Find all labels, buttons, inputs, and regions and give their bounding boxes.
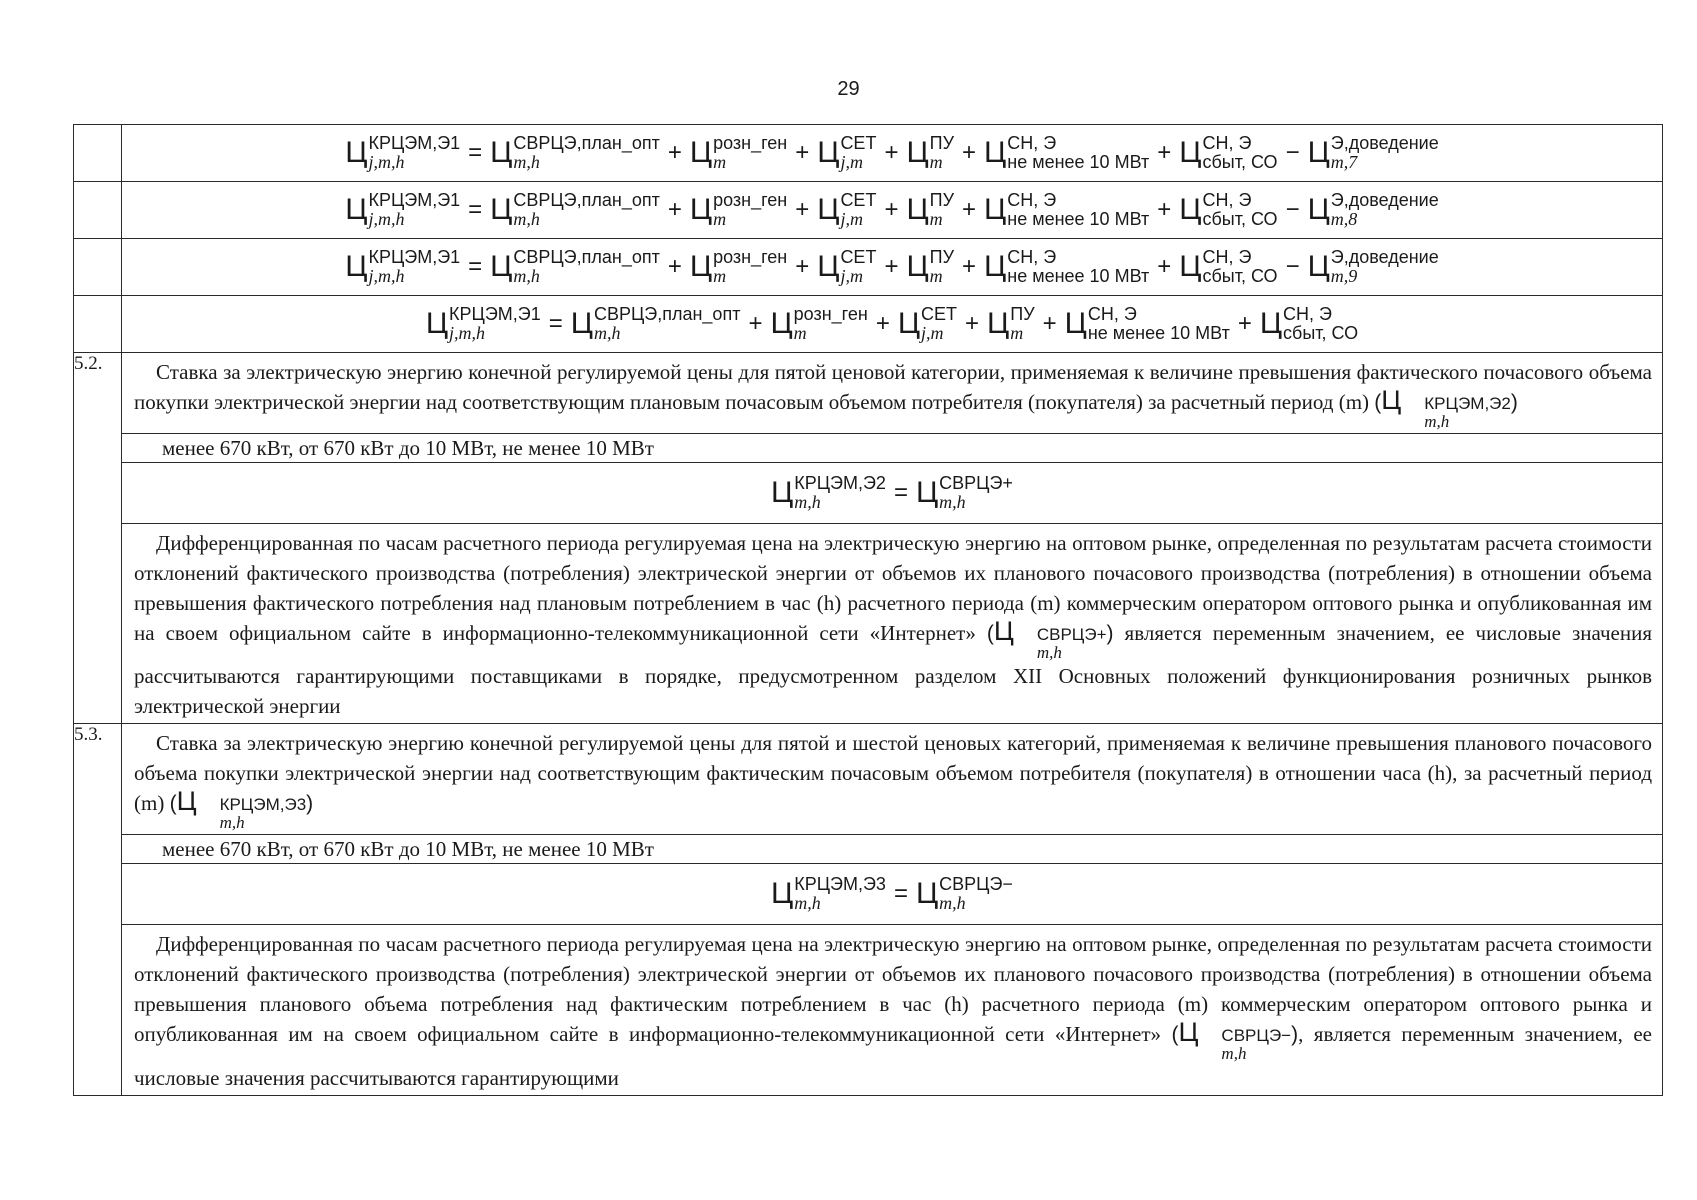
term-sn-10mw <box>984 134 1149 172</box>
sub: m,h <box>1424 411 1450 431</box>
equals-sign: = <box>468 253 483 280</box>
desc-part: Дифференцированная по часам расчетного периода регулируемая цена на электрическую энергию на оптовом рынке, определенная по результатам расчета стоимости отклонений фактического производства (потребления) электрической энергии от объемов их планового почасового производства (потребления) в отношении объема превышения планового объема потребления над фактическим потреблением в час (h) расчетного периода (m) коммерческим оператором оптового рынка и опубликованная им на своем официальном сайте в информационно-телекоммуникационной сети «Интернет» <box>134 932 1652 1047</box>
sub: сбыт, СО <box>1202 152 1278 172</box>
sub: m <box>713 209 727 229</box>
sub: j,m <box>840 266 863 286</box>
sup: КРЦЭМ,Э3 <box>219 795 307 815</box>
sup: СН, Э <box>1007 190 1057 211</box>
empty-number-cell <box>74 182 122 239</box>
price-symbol: Ц <box>1179 193 1202 226</box>
price-symbol: Ц <box>1307 250 1330 283</box>
plus-sign: + <box>965 310 980 337</box>
price-symbol: Ц <box>689 250 713 283</box>
price-symbol: Ц <box>689 136 713 169</box>
term-sn-10mw <box>984 191 1149 229</box>
price-symbol: Ц <box>771 877 794 911</box>
section-number: 5.2. <box>74 353 122 724</box>
sup: СЕТ <box>840 190 877 211</box>
formula-e3 <box>122 864 1662 924</box>
minus-sign: − <box>1285 139 1300 166</box>
inline-symbol <box>986 615 1114 662</box>
term-network <box>817 248 876 286</box>
paren: ( <box>1171 1023 1179 1047</box>
price-symbol: Ц <box>906 136 929 169</box>
sub: m <box>929 209 943 229</box>
plus-sign: + <box>1157 196 1172 223</box>
sub: m,h <box>513 209 540 229</box>
sub: m,h <box>939 893 966 914</box>
sup: ПУ <box>929 190 955 211</box>
term-wholesale-plan <box>490 248 660 286</box>
formula-row-e1-base <box>74 296 1663 353</box>
price-symbol: Ц <box>984 250 1007 283</box>
term-wholesale-plan <box>490 134 660 172</box>
sup: СВРЦЭ+ <box>939 472 1013 493</box>
plus-sign: + <box>1042 310 1057 337</box>
plus-sign: + <box>962 196 977 223</box>
plus-sign: + <box>667 139 682 166</box>
price-symbol: Ц <box>915 475 939 509</box>
price-symbol: Ц <box>897 307 921 340</box>
price-symbol: Ц <box>490 136 513 169</box>
sup: СВРЦЭ,план_опт <box>593 304 741 325</box>
section-5-2-title <box>122 353 1662 433</box>
price-symbol: Ц <box>993 615 1014 646</box>
sup: СВРЦЭ,план_опт <box>513 190 660 211</box>
paren: ) <box>306 792 314 816</box>
sub: m,8 <box>1330 209 1358 229</box>
term-sn-sbyt <box>1179 248 1277 286</box>
sup: СВРЦЭ− <box>939 874 1013 895</box>
sup: розн_ген <box>793 304 868 325</box>
plus-sign: + <box>1157 139 1172 166</box>
price-symbol: Ц <box>689 193 713 226</box>
term-sn-sbyt <box>1179 134 1277 172</box>
sup: СН, Э <box>1007 133 1057 154</box>
paren: ) <box>1106 621 1114 645</box>
formula-e1-m9 <box>122 239 1662 295</box>
sub: m,h <box>513 266 540 286</box>
price-symbol: Ц <box>1064 307 1087 340</box>
plus-sign: + <box>795 196 810 223</box>
desc-part: , является переменным значением, ее числовые значения рассчитываются гарантирующими <box>134 1022 1652 1090</box>
sub: m,h <box>794 893 821 914</box>
section-5-2-description <box>74 523 1663 724</box>
equals-sign: = <box>893 478 908 506</box>
price-symbol: Ц <box>1179 136 1202 169</box>
sup: КРЦЭМ,Э1 <box>368 133 461 154</box>
plus-sign: + <box>884 253 899 280</box>
description-text <box>122 925 1662 1095</box>
term-retail-gen <box>770 305 867 343</box>
sup: СВРЦЭ,план_опт <box>513 133 660 154</box>
sub: m <box>929 152 943 172</box>
price-symbol: Ц <box>1307 193 1330 226</box>
term-pu <box>987 305 1035 343</box>
price-symbol: Ц <box>987 307 1010 340</box>
price-symbol: Ц <box>984 193 1007 226</box>
term-lhs <box>345 134 460 172</box>
inline-symbol <box>1374 385 1518 431</box>
term-lhs <box>771 474 886 512</box>
plus-sign: + <box>884 196 899 223</box>
sup: СВРЦЭ+ <box>1036 624 1107 644</box>
term-wholesale-plan <box>490 191 660 229</box>
sup: СН, Э <box>1202 190 1252 211</box>
plus-sign: + <box>962 253 977 280</box>
sup: Э,доведение <box>1330 133 1439 154</box>
term-sn-sbyt <box>1179 191 1277 229</box>
sup: КРЦЭМ,Э1 <box>368 247 461 268</box>
price-symbol: Ц <box>906 250 929 283</box>
sub: не менее 10 МВт <box>1007 266 1150 286</box>
title-text: Ставка за электрическую энергию конечной регулируемой цены для пятой ценовой категории, применяемая к величине превышения фактического почасового объема покупки электрической энергии над соответствующим плановым почасовым объемом потребителя (покупателя) за расчетный период (m) <box>134 360 1652 414</box>
term-network <box>898 305 957 343</box>
price-symbol: Ц <box>771 475 794 509</box>
page-number: 29 <box>837 78 860 100</box>
sub: j,m <box>840 209 863 229</box>
price-symbol: Ц <box>817 193 840 226</box>
sup: КРЦЭМ,Э2 <box>1424 394 1511 413</box>
sub: не менее 10 МВт <box>1007 152 1150 172</box>
condition-text: менее 670 кВт, от 670 кВт до 10 МВт, не менее 10 МВт <box>162 837 654 862</box>
sup: СЕТ <box>840 247 877 268</box>
price-symbol: Ц <box>906 193 929 226</box>
equals-sign: = <box>468 196 483 223</box>
term-sn-10mw <box>984 248 1149 286</box>
sup: ПУ <box>1010 304 1035 325</box>
term-retail-gen <box>690 191 787 229</box>
price-symbol: Ц <box>425 307 449 340</box>
price-symbol: Ц <box>345 250 368 283</box>
term-pu <box>906 248 954 286</box>
tariff-table <box>73 124 1663 1096</box>
section-5-3-header <box>74 724 1663 835</box>
sub: сбыт, СО <box>1283 323 1359 343</box>
sub: m <box>1010 323 1024 343</box>
sub: сбыт, СО <box>1202 266 1278 286</box>
sub: m,h <box>513 152 540 172</box>
sup: розн_ген <box>713 133 788 154</box>
term-rhs <box>916 875 1013 913</box>
term-pu <box>906 191 954 229</box>
section-number: 5.3. <box>74 724 122 1095</box>
term-retail-gen <box>690 248 787 286</box>
empty-number-cell <box>74 125 122 182</box>
price-symbol: Ц <box>1307 136 1330 169</box>
term-dovedenie <box>1308 134 1439 172</box>
plus-sign: + <box>884 139 899 166</box>
formula-e1-m8 <box>122 182 1662 238</box>
plus-sign: + <box>875 310 890 337</box>
sup: СН, Э <box>1202 247 1252 268</box>
equals-sign: = <box>548 310 563 337</box>
equals-sign: = <box>468 139 483 166</box>
empty-number-cell <box>74 239 122 296</box>
sub: m,h <box>1221 1043 1247 1063</box>
price-symbol: Ц <box>1178 1017 1199 1048</box>
minus-sign: − <box>1285 196 1300 223</box>
term-rhs <box>916 474 1013 512</box>
sup: СН, Э <box>1087 304 1137 325</box>
price-symbol: Ц <box>570 307 593 340</box>
price-symbol: Ц <box>1381 385 1402 415</box>
sub: m,h <box>1036 642 1062 662</box>
paren: ) <box>1291 1023 1299 1047</box>
sup: СВРЦЭ,план_опт <box>513 247 660 268</box>
term-lhs <box>771 875 886 913</box>
sub: j,m,h <box>368 209 405 229</box>
sup: КРЦЭМ,Э2 <box>794 472 886 493</box>
price-symbol: Ц <box>1179 250 1202 283</box>
sup: Э,доведение <box>1330 190 1439 211</box>
term-network <box>817 191 876 229</box>
term-lhs <box>426 305 541 343</box>
term-lhs <box>345 248 460 286</box>
price-symbol: Ц <box>984 136 1007 169</box>
section-5-3-description <box>74 925 1663 1096</box>
minus-sign: − <box>1285 253 1300 280</box>
term-sn-sbyt <box>1260 305 1358 343</box>
term-wholesale-plan <box>571 305 741 343</box>
sup: ПУ <box>929 247 955 268</box>
sup: розн_ген <box>713 190 788 211</box>
sub: j,m,h <box>449 323 486 343</box>
sup: СЕТ <box>840 133 877 154</box>
plus-sign: + <box>667 253 682 280</box>
section-5-2-condition <box>74 433 1663 462</box>
price-symbol: Ц <box>817 250 840 283</box>
price-symbol: Ц <box>915 877 939 911</box>
paren: ) <box>1510 391 1518 414</box>
plus-sign: + <box>1237 310 1252 337</box>
sub: m,7 <box>1330 152 1358 172</box>
price-symbol: Ц <box>490 193 513 226</box>
formula-row-e1-9 <box>74 239 1663 296</box>
plus-sign: + <box>795 139 810 166</box>
price-symbol: Ц <box>345 193 368 226</box>
sup: розн_ген <box>713 247 788 268</box>
sub: не менее 10 МВт <box>1087 323 1230 343</box>
formula-row-e1-7 <box>74 125 1663 182</box>
sup: ПУ <box>929 133 955 154</box>
sub: m,h <box>219 813 245 833</box>
formula-e1-base <box>122 296 1662 352</box>
term-sn-10mw <box>1065 305 1230 343</box>
sub: m,h <box>794 491 821 512</box>
plus-sign: + <box>667 196 682 223</box>
sup: СН, Э <box>1283 304 1332 325</box>
sub: m <box>713 152 727 172</box>
sup: СВРЦЭ− <box>1221 1026 1292 1046</box>
sub: не менее 10 МВт <box>1007 209 1150 229</box>
term-retail-gen <box>690 134 787 172</box>
sub: j,m <box>921 323 944 343</box>
term-dovedenie <box>1308 248 1439 286</box>
sub: m <box>713 266 727 286</box>
sup: СЕТ <box>921 304 958 325</box>
desc-part: Дифференцированная по часам расчетного периода регулируемая цена на электрическую энергию на оптовом рынке, определенная по результатам расчета стоимости отклонений фактического производства (потребления) электрической энергии от объемов их планового почасового производства (потребления) в отношении объема превышения фактического потребления над плановым потреблением в час (h) расчетного периода (m) коммерческим оператором оптового рынка и опубликованная им на своем официальном сайте в информационно-телекоммуникационной сети «Интернет» <box>134 530 1652 645</box>
sup: КРЦЭМ,Э3 <box>794 874 886 895</box>
term-lhs <box>345 191 460 229</box>
formula-e1-m7 <box>122 125 1662 181</box>
price-symbol: Ц <box>345 136 368 169</box>
sup: КРЦЭМ,Э1 <box>368 190 461 211</box>
paren: ( <box>169 792 177 816</box>
condition-text: менее 670 кВт, от 670 кВт до 10 МВт, не менее 10 МВт <box>162 435 654 460</box>
section-5-2-header <box>74 353 1663 434</box>
sup: КРЦЭМ,Э1 <box>449 304 541 325</box>
sub: j,m,h <box>368 152 405 172</box>
title-text: Ставка за электрическую энергию конечной регулируемой цены для пятой и шестой ценовых категорий, применяемая к величине превышения планового почасового объема покупки электрической энергии над соответствующим фактическим почасовым объемом потребителя (покупателя) в отношении часа (h), за расчетный период (m) <box>134 731 1652 816</box>
sub: m,h <box>593 323 621 343</box>
sup: Э,доведение <box>1330 247 1439 268</box>
sup: СН, Э <box>1007 247 1057 268</box>
plus-sign: + <box>962 139 977 166</box>
section-5-3-title <box>122 724 1662 834</box>
paren: ( <box>986 621 994 645</box>
inline-symbol <box>169 786 314 833</box>
formula-row-e1-8 <box>74 182 1663 239</box>
plus-sign: + <box>1157 253 1172 280</box>
sub: j,m <box>840 152 863 172</box>
desc-part: является переменным значением, ее числовые значения рассчитываются гарантирующими поставщиками в порядке, предусмотренном разделом XII Основных положений функционирования розничных рынков электрической энергии <box>134 620 1653 719</box>
sub: m <box>793 323 807 343</box>
inline-symbol <box>1171 1017 1299 1063</box>
empty-number-cell <box>74 296 122 353</box>
price-symbol: Ц <box>770 307 793 340</box>
paren: ( <box>1374 391 1382 414</box>
sub: j,m,h <box>368 266 405 286</box>
sub: m,h <box>939 491 966 512</box>
plus-sign: + <box>795 253 810 280</box>
section-5-3-formula <box>74 864 1663 925</box>
description-text <box>122 524 1662 724</box>
equals-sign: = <box>893 880 908 908</box>
plus-sign: + <box>748 310 763 337</box>
term-pu <box>906 134 954 172</box>
price-symbol: Ц <box>817 136 840 169</box>
price-symbol: Ц <box>176 786 197 817</box>
section-5-3-condition <box>74 835 1663 864</box>
sub: m <box>929 266 943 286</box>
term-dovedenie <box>1308 191 1439 229</box>
sub: сбыт, СО <box>1202 209 1278 229</box>
section-5-2-formula <box>74 462 1663 523</box>
price-symbol: Ц <box>1259 307 1283 340</box>
term-network <box>817 134 876 172</box>
formula-e2 <box>122 463 1662 523</box>
sub: m,9 <box>1330 266 1358 286</box>
price-symbol: Ц <box>490 250 513 283</box>
sup: СН, Э <box>1202 133 1252 154</box>
